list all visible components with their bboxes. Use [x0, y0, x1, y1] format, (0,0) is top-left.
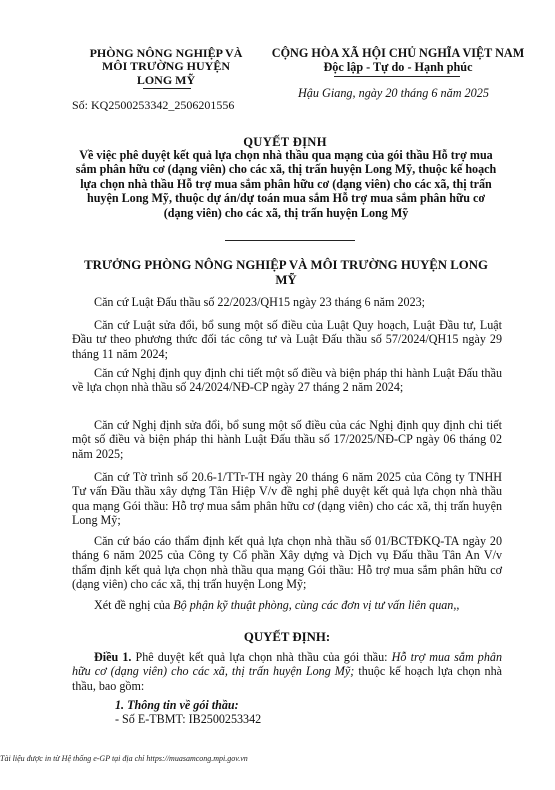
article-1-package: Hỗ trợ mua sắm phân hữu cơ (dạng viên) cho các xã, thị trấn huyện Long Mỹ;	[72, 650, 502, 679]
agency-underline	[143, 88, 191, 89]
article-1-text-a: Phê duyệt kết quả lựa chọn nhà thầu của gói thầu:	[131, 650, 392, 664]
legal-basis-2: Căn cứ Luật sửa đổi, bổ sung một số điều của Luật Quy hoạch, Luật Đầu tư, Luật Đầu tư theo phương thức đối tác công tư và Luật Đấu thầu số 57/2024/QH15 ngày 29 tháng 11 năm 2024;	[72, 318, 502, 361]
issuing-authority: TRƯỞNG PHÒNG NÔNG NGHIỆP VÀ MÔI TRƯỜNG HUYỆN LONG MỸ	[84, 258, 488, 287]
legal-basis-5: Căn cứ Tờ trình số 20.6-1/TTr-TH ngày 20 tháng 6 năm 2025 của Công ty TNHH Tư vấn Đầu thầu xây dựng Tân Hiệp V/v đề nghị phê duyệt kết quả lựa chọn nhà thầu qua mạng Gói thầu: Hỗ trợ mua sắm phân hữu cơ (dạng viên) cho các xã, thị trấn huyện Long Mỹ;	[72, 470, 502, 527]
issuing-agency	[66, 47, 266, 87]
legal-basis-1: Căn cứ Luật Đấu thầu số 22/2023/QH15 ngày 23 tháng 6 năm 2023;	[94, 295, 426, 309]
article-1-label: Điều 1.	[94, 650, 132, 664]
legal-basis-3: Căn cứ Nghị định quy định chi tiết một số điều và biện pháp thi hành Luật Đấu thầu về lựa chọn nhà thầu số 24/2024/NĐ-CP ngày 27 tháng 2 năm 2024;	[72, 366, 502, 395]
subject-underline	[225, 240, 355, 241]
document-number: Số: KQ2500253342_2506201556	[72, 98, 235, 112]
proposal-paragraph	[72, 598, 502, 612]
document-subject: Về việc phê duyệt kết quả lựa chọn nhà thầu qua mạng của gói thầu Hỗ trợ mua sắm phân hữu cơ (dạng viên) cho các xã, thị trấn huyện Long Mỹ, thuộc kế hoạch lựa chọn nhà thầu Hỗ trợ mua sắm phân hữu cơ (dạng viên) cho các xã, thị trấn huyện Long Mỹ, thuộc dự án/dự toán mua sắm Hỗ trợ mua sắm phân hữu cơ (dạng viên) cho các xã, thị trấn huyện Long Mỹ	[75, 148, 497, 220]
article-1-text-b: thuộc kế hoạch lựa chọn nhà thầu, bao gồm:	[72, 664, 502, 693]
legal-basis-6: Căn cứ báo cáo thẩm định kết quả lựa chọn nhà thầu số 01/BCTĐKQ-TA ngày 20 tháng 6 năm 2025 của Công ty Cổ phần Xây dựng và Dịch vụ Đấu thầu Tân An V/v thẩm định kết quả lựa chọn nhà thầu qua mạng Gói thầu: Hỗ trợ mua sắm phân hữu cơ (dạng viên) cho các xã, thị trấn huyện Long Mỹ;	[72, 534, 502, 591]
decision-heading: QUYẾT ĐỊNH:	[243, 630, 331, 644]
motto: Độc lập - Tự do - Hạnh phúc	[323, 59, 473, 74]
agency-line-1: PHÒNG NÔNG NGHIỆP VÀ	[89, 46, 243, 60]
article-1	[72, 650, 502, 693]
print-footer: Tài liệu được in từ Hệ thống e-GP tại địa chỉ https://muasamcong.mpi.gov.vn	[0, 754, 248, 763]
agency-line-2: MÔI TRƯỜNG HUYỆN	[101, 59, 230, 74]
motto-underline	[334, 76, 460, 77]
proposal-prefix: Xét đề nghị của	[94, 598, 174, 612]
legal-basis-4: Căn cứ Nghị định sửa đổi, bổ sung một số điều của các Nghị định quy định chi tiết một số điều và biện pháp thi hành Luật Đấu thầu số 17/2025/NĐ-CP ngày 06 tháng 02 năm 2025;	[72, 418, 502, 461]
agency-line-3: LONG MỸ	[136, 72, 196, 87]
section-1-heading: 1. Thông tin về gói thầu:	[115, 698, 239, 712]
document-title: QUYẾT ĐỊNH	[243, 135, 327, 149]
tbmt-number: - Số E-TBMT: IB2500253342	[115, 712, 262, 726]
proposal-units: Bộ phận kỹ thuật phòng, cùng các đơn vị tư vấn liên quan,,	[173, 598, 460, 612]
place-and-date: Hậu Giang, ngày 20 tháng 6 năm 2025	[298, 86, 489, 100]
nation-name: CỘNG HÒA XÃ HỘI CHỦ NGHĨA VIỆT NAM	[271, 46, 525, 60]
national-motto	[248, 47, 548, 74]
